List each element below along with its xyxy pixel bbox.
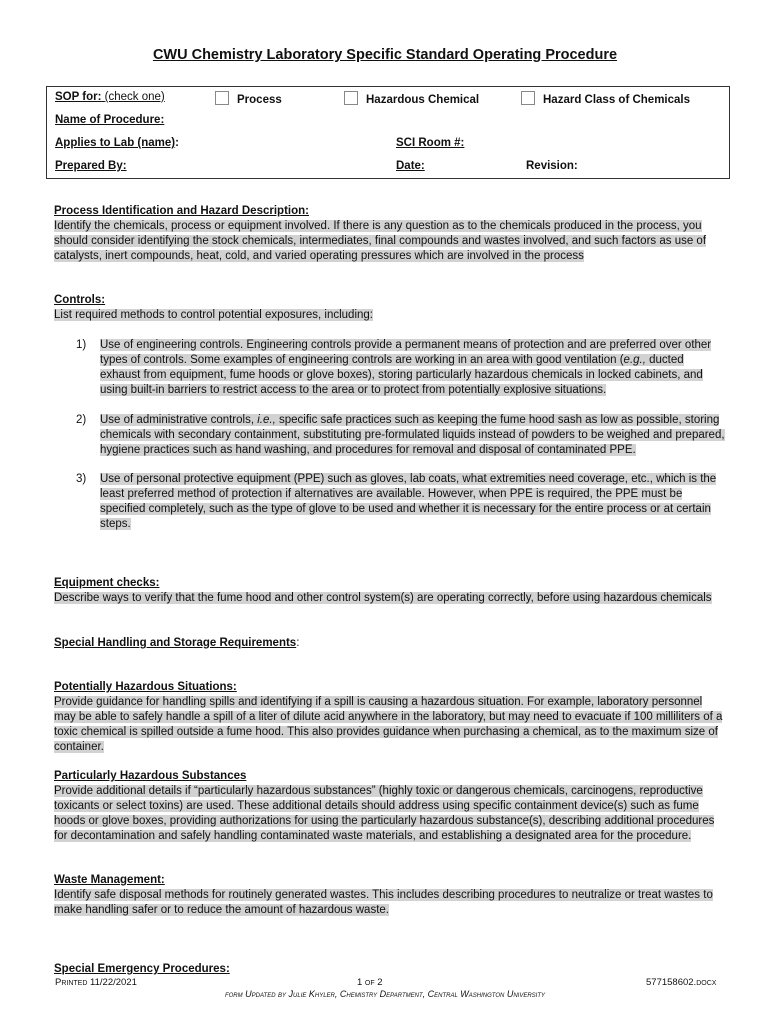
hazardous-chemical-checkbox[interactable] (344, 91, 358, 105)
controls-heading: Controls: (54, 294, 106, 306)
phs-section (54, 769, 724, 844)
process-checkbox[interactable] (215, 91, 229, 105)
prepared-by-label: Prepared By: (55, 160, 127, 172)
footer-updated: form Updated by Julie Khyler, Chemistry Department, Central Washington University (224, 989, 546, 999)
equipment-checks-body: Describe ways to verify that the fume hood and other control system(s) are operating correctly, before using hazardous chemicals (54, 592, 712, 604)
waste-management-heading: Waste Management: (54, 874, 165, 886)
special-handling-section: Special Handling and Storage Requirements: (54, 637, 300, 649)
page-title: CWU Chemistry Laboratory Specific Standard Operating Procedure (152, 47, 618, 63)
controls-item-3: 3) Use of personal protective equipment (PPE) such as gloves, lab coats, what extremities need coverage, etc., which is the least preferred method of protection if alternatives are available. However, when PPE is required, the PPE must be specified completely, such as the type of glove to be used and whether it is necessary for the entire process or at certain steps. (76, 473, 717, 530)
option-hazardous-chemical[interactable]: Hazardous Chemical (344, 91, 479, 106)
phs-heading: Particularly Hazardous Substances (54, 770, 247, 782)
hazardous-situations-body: Provide guidance for handling spills and identifying if a spill is causing a hazardous situation. For example, laboratory personnel may be able to safely handle a spill of a liter of dilute acid anywhere in the laboratory, but may need to evacuate if 100 milliliters of a toxic chemical is spilled outside a fume hood. This also provides guidance when purchasing a chemical, as to the maximum size of container. (54, 696, 723, 753)
applies-to-lab-label: Applies to Lab (name): (55, 137, 179, 149)
phs-body: Provide additional details if “particularly hazardous substances” (highly toxic or dangerous chemicals, carcinogens, reproductive toxicants or select toxins) are used. These additional details should address using specific containment device(s) such as fume hoods or glove boxes, providing authorizations for using the particularly hazardous substance(s), describing additional procedures for decontamination and safely handling contaminated waste materials, and establishing a designated area for the procedure. (54, 785, 715, 842)
footer-printed: Printed 11/22/2021 (55, 977, 137, 988)
special-handling-heading: Special Handling and Storage Requirements (54, 637, 297, 649)
waste-management-section (54, 873, 724, 918)
waste-management-body: Identify safe disposal methods for routinely generated wastes. This includes describing procedures to neutralize or treat wastes to make handling safer or to reduce the amount of hazardous waste. (54, 889, 713, 916)
controls-body: List required methods to control potential exposures, including: (54, 309, 373, 321)
emergency-section (54, 962, 724, 977)
process-identification-section (54, 204, 724, 264)
hazardous-situations-section (54, 680, 724, 755)
process-identification-heading: Process Identification and Hazard Description: (54, 205, 309, 217)
option-hazard-class[interactable]: Hazard Class of Chemicals (521, 91, 690, 106)
emergency-heading: Special Emergency Procedures: (54, 963, 230, 975)
process-identification-body: Identify the chemicals, process or equipment involved. If there is any question as to the chemicals produced in the process, you should consider identifying the stock chemicals, intermediates, final compounds and wastes involved, and such factors as use of catalysts, inert compounds, heat, cold, and varied operating pressures which are involved in the process (54, 220, 707, 262)
sci-room-label: SCI Room #: (396, 137, 465, 149)
equipment-checks-section (54, 576, 724, 606)
hazardous-situations-heading: Potentially Hazardous Situations: (54, 681, 237, 693)
date-label: Date: (396, 160, 425, 172)
footer-page: 1 of 2 (357, 977, 383, 988)
controls-item-2: 2) Use of administrative controls, i.e., specific safe practices such as keeping the fume hood sash as low as possible, storing chemicals with secondary containment, substituting pre-formulated liquids instead of powders to be weighed and prepared, hygiene practices such as hand washing, and procedures for removal and disposal of contaminated PPE. (76, 414, 725, 456)
footer-file: 577158602.docx (646, 977, 717, 988)
hazard-class-checkbox[interactable] (521, 91, 535, 105)
revision-label: Revision: (526, 160, 578, 172)
option-process[interactable]: Process (215, 91, 282, 106)
equipment-checks-heading: Equipment checks: (54, 577, 160, 589)
name-of-procedure-label: Name of Procedure: (55, 114, 165, 126)
sop-for-label: SOP for: (check one) (55, 91, 165, 103)
controls-item-1: 1) Use of engineering controls. Engineering controls provide a permanent means of protection and are preferred over other types of controls. Some examples of engineering controls are working in an area with good ventilation (e.g., ducted exhaust from equipment, fume hoods or glove boxes), storing particularly hazardous chemicals in locked cabinets, and using built-in barriers to restrict access to the area or to protect from potentially explosive situations. (76, 339, 712, 396)
controls-section (54, 293, 724, 323)
